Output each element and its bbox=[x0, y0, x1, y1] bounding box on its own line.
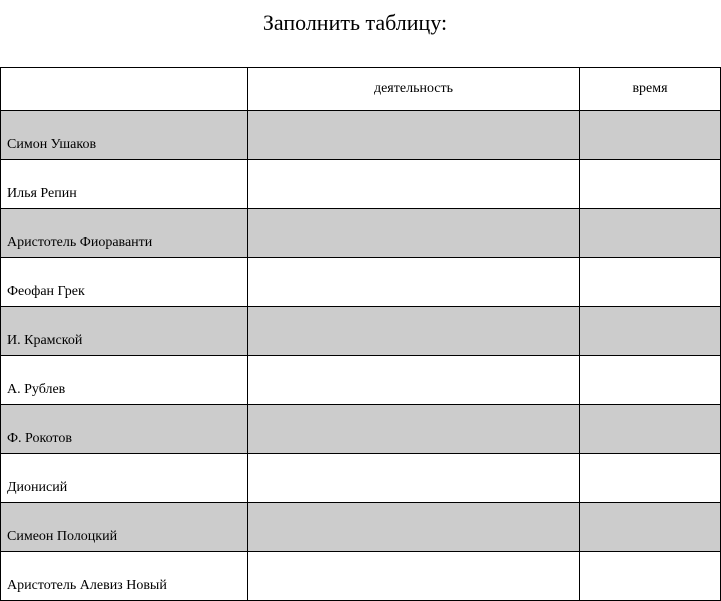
activity-cell[interactable] bbox=[248, 503, 580, 552]
activity-cell[interactable] bbox=[248, 356, 580, 405]
table-header-row bbox=[1, 68, 721, 111]
person-name-cell: Симон Ушаков bbox=[1, 111, 248, 160]
time-cell[interactable] bbox=[580, 111, 721, 160]
activity-cell[interactable] bbox=[248, 258, 580, 307]
person-name-cell: Илья Репин bbox=[1, 160, 248, 209]
table-row bbox=[1, 258, 721, 307]
table-row bbox=[1, 503, 721, 552]
activity-cell[interactable] bbox=[248, 160, 580, 209]
table-row bbox=[1, 356, 721, 405]
time-cell[interactable] bbox=[580, 307, 721, 356]
time-cell[interactable] bbox=[580, 258, 721, 307]
page-title: Заполнить таблицу: bbox=[262, 10, 448, 35]
header-name-cell bbox=[1, 68, 248, 111]
table-row bbox=[1, 405, 721, 454]
time-cell[interactable] bbox=[580, 405, 721, 454]
activity-cell[interactable] bbox=[248, 552, 580, 601]
person-name-cell: Феофан Грек bbox=[1, 258, 248, 307]
activity-cell[interactable] bbox=[248, 454, 580, 503]
fill-in-table bbox=[0, 67, 721, 601]
table-row bbox=[1, 307, 721, 356]
time-cell[interactable] bbox=[580, 454, 721, 503]
activity-cell[interactable] bbox=[248, 405, 580, 454]
time-cell[interactable] bbox=[580, 160, 721, 209]
time-cell[interactable] bbox=[580, 356, 721, 405]
header-time-cell: время bbox=[580, 68, 721, 111]
table-row bbox=[1, 552, 721, 601]
time-cell[interactable] bbox=[580, 209, 721, 258]
person-name-cell: Аристотель Алевиз Новый bbox=[1, 552, 248, 601]
person-name-cell: Симеон Полоцкий bbox=[1, 503, 248, 552]
person-name-cell: А. Рублев bbox=[1, 356, 248, 405]
time-cell[interactable] bbox=[580, 503, 721, 552]
activity-cell[interactable] bbox=[248, 209, 580, 258]
person-name-cell: Аристотель Фиораванти bbox=[1, 209, 248, 258]
person-name-cell: И. Крамской bbox=[1, 307, 248, 356]
table-row bbox=[1, 209, 721, 258]
person-name-cell: Ф. Рокотов bbox=[1, 405, 248, 454]
header-activity-cell: деятельность bbox=[248, 68, 580, 111]
table-row bbox=[1, 160, 721, 209]
activity-cell[interactable] bbox=[248, 307, 580, 356]
person-name-cell: Дионисий bbox=[1, 454, 248, 503]
activity-cell[interactable] bbox=[248, 111, 580, 160]
table-row bbox=[1, 111, 721, 160]
table-row bbox=[1, 454, 721, 503]
time-cell[interactable] bbox=[580, 552, 721, 601]
